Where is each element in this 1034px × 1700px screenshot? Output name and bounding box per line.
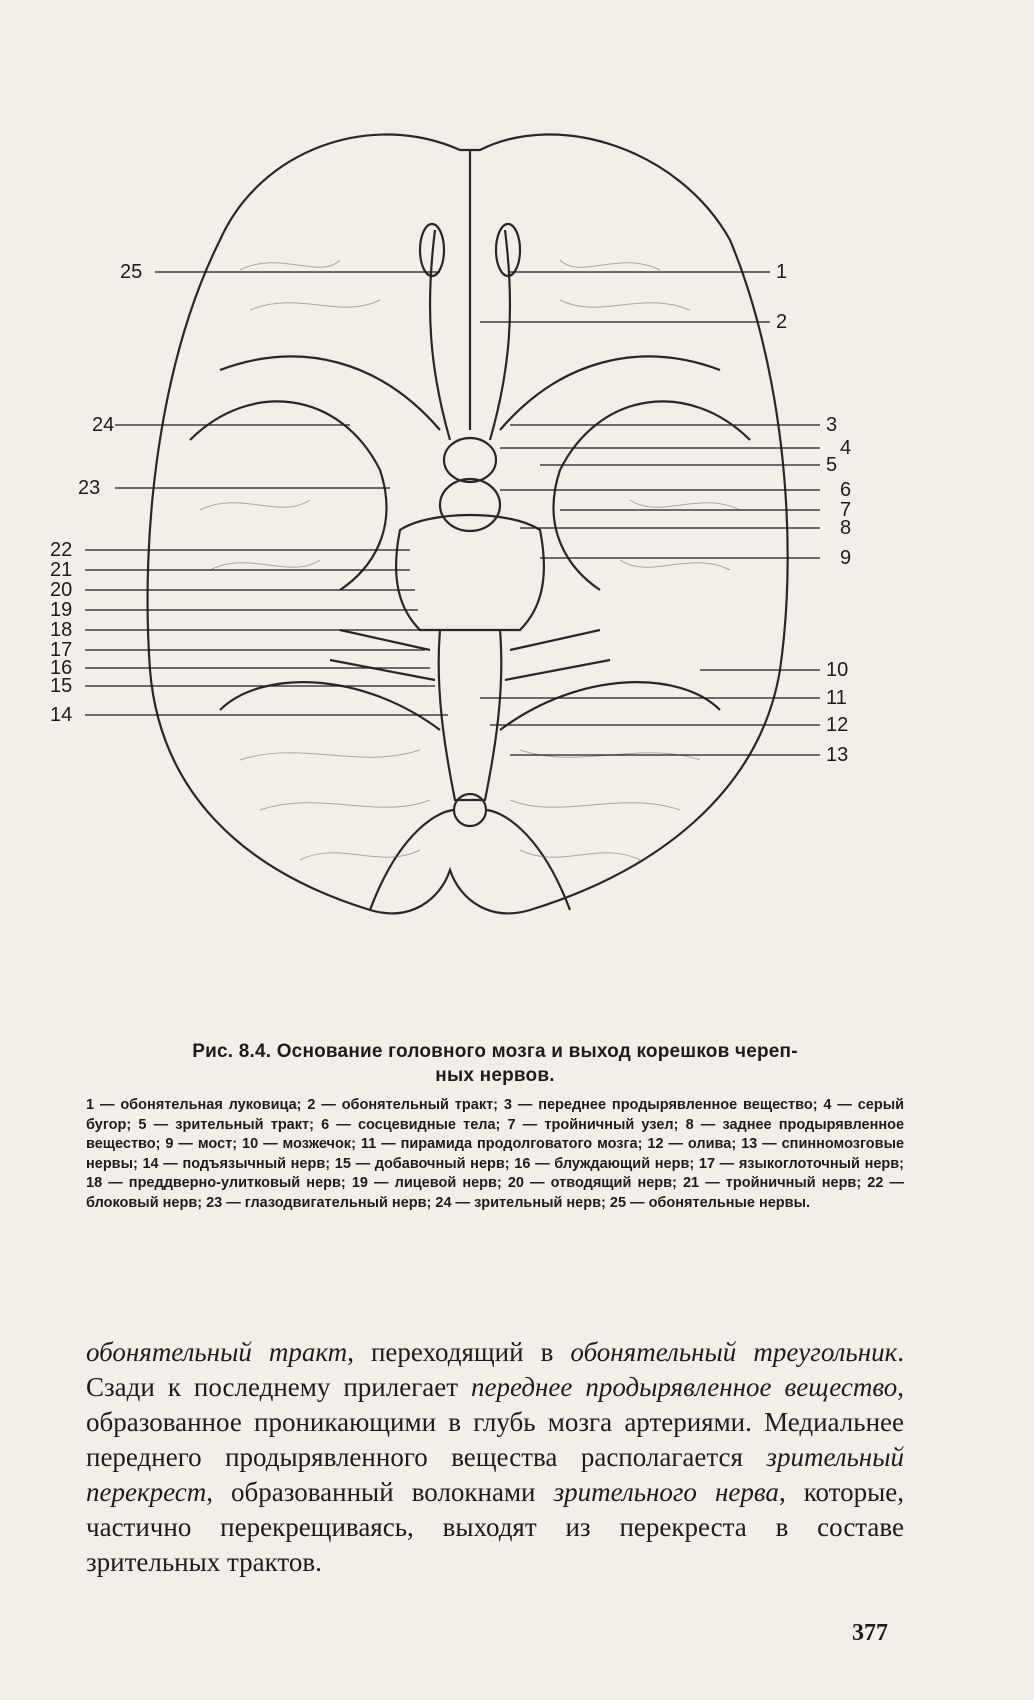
label-14: 14 [50, 704, 73, 726]
body-paragraph [86, 1335, 904, 1580]
legend-item: 17 — языкоглоточный нерв; [698, 1155, 904, 1172]
label-25: 25 [120, 261, 143, 283]
term-optic-chiasm: зрительный перекрест [86, 1442, 904, 1507]
legend-item: 23 — глазодвигательный нерв; [206, 1194, 432, 1211]
term-olfactory-triangle: обонятельный треугольник [570, 1337, 898, 1367]
label-12: 12 [826, 714, 849, 736]
legend-item: 2 — обонятельный тракт; [307, 1097, 499, 1113]
term-olfactory-tract: обонятельный тракт [86, 1337, 348, 1367]
legend-item: 8 — заднее продырявленное вещество; [86, 1116, 905, 1152]
legend-item: 24 — зрительный нерв; [435, 1194, 606, 1211]
legend-item: 1 — обонятельная луковица; [86, 1097, 302, 1113]
legend-item: 10 — мозжечок; [242, 1136, 356, 1152]
caption-title-line-2: ных нервов. [435, 1065, 555, 1086]
label-2: 2 [776, 311, 788, 333]
legend-item: 15 — добавочный нерв; [334, 1155, 510, 1172]
label-19: 19 [50, 599, 73, 621]
leader-lines [85, 272, 820, 755]
legend-item: 11 — пирамида продолговатого мозга; [360, 1136, 643, 1152]
term-anterior-perforated-substance: переднее продырявленное вещество [471, 1372, 898, 1402]
legend-item: 25 — обонятельные нервы. [609, 1194, 810, 1211]
brain-base-figure [40, 110, 940, 990]
page-number: 377 [852, 1620, 888, 1646]
legend-item: 7 — тройничный узел; [507, 1116, 679, 1133]
legend-item: 21 — тройничный нерв; [682, 1175, 862, 1191]
legend-item: 6 — сосцевидные тела; [321, 1116, 501, 1133]
label-24: 24 [92, 414, 115, 436]
label-20: 20 [50, 579, 73, 601]
text-run: , образованный волокнами [206, 1477, 554, 1507]
legend-item: 9 — мост; [165, 1136, 238, 1152]
caption-title-line-1: Рис. 8.4. Основание головного мозга и выход корешков череп- [192, 1041, 798, 1062]
legend-item: 18 — преддверно-улитковый нерв; [86, 1175, 346, 1191]
text-run: , которые, частично перекрещиваясь, выходят из перекреста в составе зрительных трактов. [86, 1477, 904, 1577]
label-17: 17 [50, 639, 73, 661]
legend-item: 14 — подъязычный нерв; [142, 1155, 331, 1172]
label-21: 21 [50, 559, 73, 581]
legend-item: 5 — зрительный тракт; [138, 1116, 314, 1133]
label-6: 6 [840, 479, 852, 501]
brain-illustration [40, 110, 940, 990]
caption-legend [86, 1096, 904, 1213]
label-18: 18 [50, 619, 73, 641]
label-3: 3 [826, 414, 838, 436]
legend-item: 13 — спинномозговые нервы; [86, 1136, 905, 1172]
brain-drawing [148, 134, 788, 913]
figure-caption [86, 1040, 904, 1213]
text-run: . Сзади к последнему прилегает [86, 1337, 904, 1402]
legend-item: 12 — олива; [647, 1136, 737, 1152]
legend-item: 16 — блуждающий нерв; [514, 1155, 695, 1172]
left-labels [50, 261, 142, 726]
text-run: , переходящий в [347, 1337, 571, 1367]
text-run: , образованное проникающими в глубь мозга артериями. Медиальнее переднего продырявленного вещества располагается [86, 1372, 904, 1472]
label-22: 22 [50, 539, 73, 561]
label-8: 8 [840, 517, 852, 539]
label-16: 16 [50, 657, 73, 679]
label-1: 1 [776, 261, 788, 283]
label-15: 15 [50, 675, 73, 697]
label-4: 4 [840, 437, 852, 459]
label-9: 9 [840, 547, 852, 569]
legend-item: 3 — переднее продырявленное вещество; [503, 1097, 818, 1113]
label-5: 5 [826, 454, 838, 476]
legend-item: 22 — блоковый нерв; [86, 1175, 904, 1211]
label-13: 13 [826, 744, 849, 766]
term-optic-nerve: зрительного нерва [553, 1477, 779, 1507]
label-11: 11 [826, 687, 847, 709]
legend-item: 20 — отводящий нерв; [507, 1175, 677, 1191]
label-10: 10 [826, 659, 849, 681]
caption-title [86, 1040, 904, 1088]
label-7: 7 [840, 499, 852, 521]
label-23: 23 [78, 477, 101, 499]
legend-item: 4 — серый бугор; [86, 1097, 905, 1133]
legend-item: 19 — лицевой нерв; [351, 1175, 502, 1191]
